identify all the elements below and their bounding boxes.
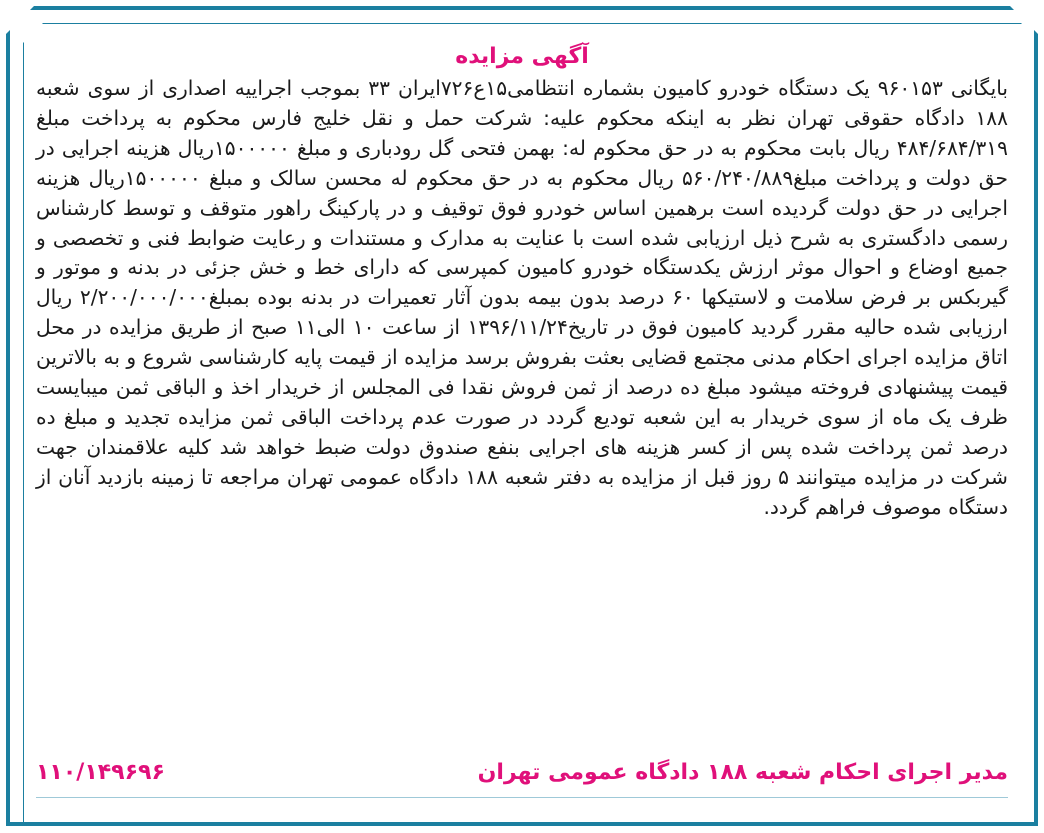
notice-body: بایگانی ۹۶۰۱۵۳ یک دستگاه خودرو کامیون بشماره انتظامی۱۵ع۷۲۶ایران ۳۳ بموجب اجراییه اصداری از سوی شعبه ۱۸۸ دادگاه حقوقی تهران نظر به اینکه محکوم علیه: شرکت حمل و نقل خلیج فارس محکوم به پرداخت مبلغ ۴۸۴/۶۸۴/۳۱۹ ریال بابت محکوم به در حق محکوم له: بهمن فتحی گل رودباری و مبلغ ۱۵۰۰۰۰۰ریال هزینه اجرایی در حق دولت و پرداخت مبلغ۵۶۰/۲۴۰/۸۸۹ ریال محکوم به در حق محکوم له محسن سالک و مبلغ ۱۵۰۰۰۰۰ریال هزینه اجرایی در حق دولت گردیده است برهمین اساس خودرو فوق توقیف و در پارکینگ راهور متوقف و توسط کارشناس رسمی دادگستری به شرح ذیل ارزیابی شده است با عنایت به مدارک و مستندات و رعایت ضوابط فنی و تخصصی و جمیع اوضاع و احوال موثر ارزش یکدستگاه خودرو کامیون کمپرسی که دارای خط و خش جزئی در بدنه و موتور و گیربکس بر فرض سلامت و لاستیکها ۶۰ درصد بدون بیمه بدون آثار تعمیرات در بدنه بوده بمبلغ۲/۲۰۰/۰۰۰/۰۰۰ ریال ارزیابی شده حالیه مقرر گردید کامیون فوق در تاریخ۱۳۹۶/۱۱/۲۴ از ساعت ۱۰ الی۱۱ صبح از طریق مزایده در محل اتاق مزایده اجرای احکام مدنی مجتمع قضایی بعثت بفروش برسد مزایده از قیمت پایه کارشناسی شروع و به بالاترین قیمت پیشنهادی فروخته میشود مبلغ ده درصد از ثمن فروش نقدا فی المجلس از خریدار اخذ و الباقی ثمن میبایست ظرف یک ماه از سوی خریدار به این شعبه تودیع گردد در صورت عدم پرداخت الباقی ثمن مزایده تجدید و مبلغ ده درصد ثمن پرداخت شده پس از کسر هزینه های اجرایی بنفع صندوق دولت ضبط خواهد شد کلیه علاقمندان جهت شرکت در مزایده میتوانند ۵ روز قبل از مزایده به دفتر شعبه ۱۸۸ دادگاه عمومی تهران مراجعه تا زمینه بازدید آنان از دستگاه موصوف فراهم گردد.: [36, 76, 1009, 519]
notice-content: [36, 42, 1008, 523]
notice-footer: [36, 760, 1008, 785]
notice-reference-number: ۱۱۰/۱۴۹۶۹۶: [36, 760, 165, 785]
bottom-divider: [36, 797, 1008, 798]
notice-signature: مدیر اجرای احکام شعبه ۱۸۸ دادگاه عمومی تهران: [477, 760, 1008, 785]
notice-title: آگهی مزایده: [455, 44, 589, 69]
